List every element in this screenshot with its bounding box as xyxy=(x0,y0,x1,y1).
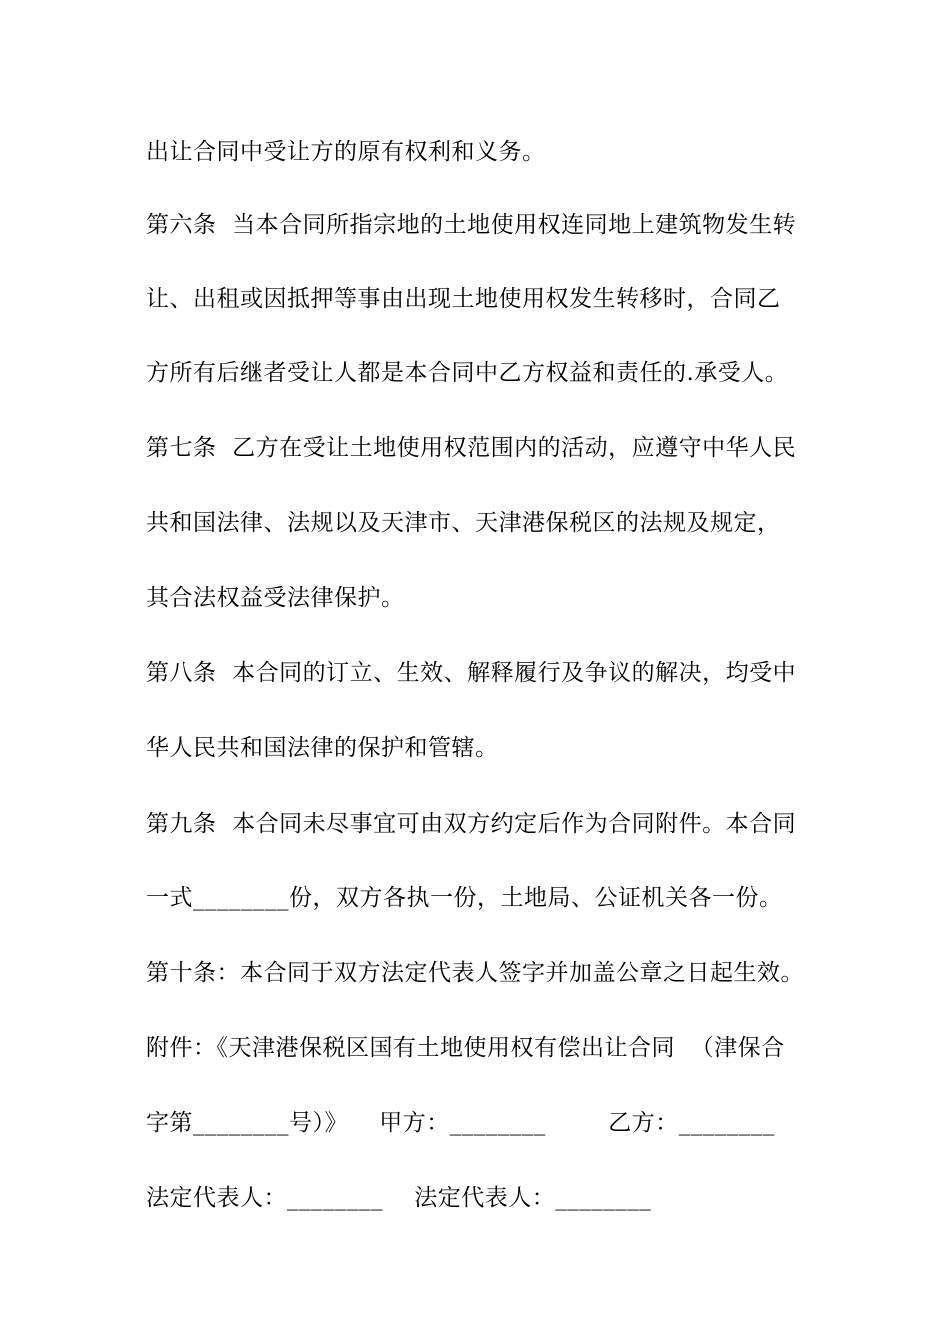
paragraph-line: 出让合同中受让方的原有权利和义务。 xyxy=(146,139,546,165)
paragraph-line: 华人民共和国法律的保护和管辖。 xyxy=(146,735,499,761)
article-10-line: 第十条：本合同于双方法定代表人签字并加盖公章之日起生效。 xyxy=(146,960,804,986)
attachment-line: 附件：《天津港保税区国有土地使用权有偿出让合同 （津保合 xyxy=(146,1035,785,1061)
paragraph-line: 其合法权益受法律保护。 xyxy=(146,585,405,611)
article-7-line: 第七条 乙方在受让土地使用权范围内的活动，应遵守中华人民 xyxy=(146,435,797,461)
paragraph-line: 让、出租或因抵押等事由出现土地使用权发生转移时，合同乙 xyxy=(146,286,781,312)
legal-representative-line: 法定代表人：________ 法定代表人：________ xyxy=(146,1185,652,1211)
article-6-line: 第六条 当本合同所指宗地的土地使用权连同地上建筑物发生转 xyxy=(146,212,797,238)
paragraph-line: 一式________份，双方各执一份，土地局、公证机关各一份。 xyxy=(146,885,783,911)
paragraph-line: 共和国法律、法规以及天津市、天津港保税区的法规及规定， xyxy=(146,510,781,536)
article-9-line: 第九条 本合同未尽事宜可由双方约定后作为合同附件。本合同 xyxy=(146,811,797,837)
paragraph-line: 方所有后继者受让人都是本合同中乙方权益和责任的.承受人。 xyxy=(146,360,789,386)
party-signature-line: 字第________号）》 甲方：________ 乙方：________ xyxy=(146,1110,775,1136)
article-8-line: 第八条 本合同的订立、生效、解释履行及争议的解决，均受中 xyxy=(146,660,797,686)
